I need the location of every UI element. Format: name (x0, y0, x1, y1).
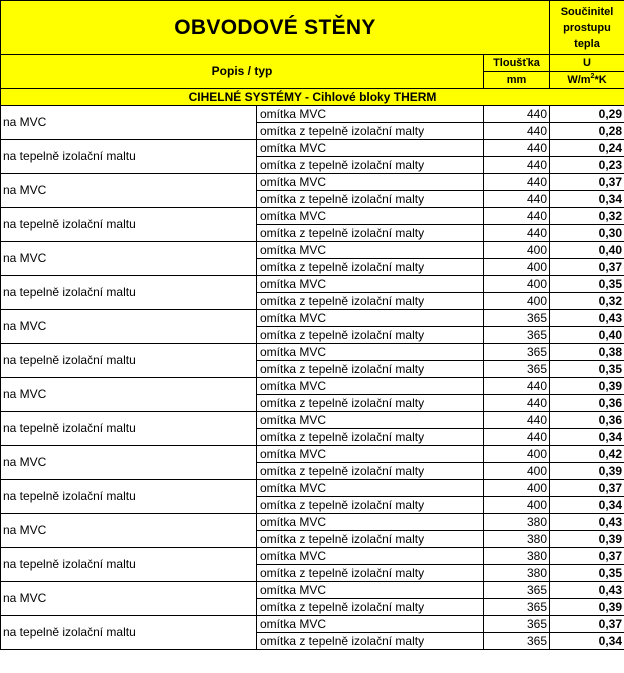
row-u-value: 0,43 (550, 582, 624, 599)
row-description: omítka z tepelně izolační malty (257, 463, 484, 480)
row-thickness: 380 (484, 565, 550, 582)
group-label: na tepelně izolační maltu (1, 140, 257, 174)
row-description: omítka MVC (257, 446, 484, 463)
section-title: CIHELNÉ SYSTÉMY - Cihlové bloky THERM (1, 89, 624, 106)
description-header: Popis / typ (1, 55, 484, 89)
row-thickness: 400 (484, 293, 550, 310)
row-description: omítka MVC (257, 174, 484, 191)
group-label: na MVC (1, 446, 257, 480)
coefficient-header (550, 1, 624, 55)
row-thickness: 440 (484, 378, 550, 395)
row-description: omítka MVC (257, 514, 484, 531)
row-thickness: 400 (484, 463, 550, 480)
row-description: omítka MVC (257, 208, 484, 225)
coefficient-header-line3: tepla (574, 37, 600, 50)
group-label: na tepelně izolační maltu (1, 208, 257, 242)
group-label: na tepelně izolační maltu (1, 412, 257, 446)
group-label: na tepelně izolační maltu (1, 616, 257, 650)
group-label: na MVC (1, 174, 257, 208)
row-description: omítka MVC (257, 276, 484, 293)
group-label: na tepelně izolační maltu (1, 480, 257, 514)
row-description: omítka z tepelně izolační malty (257, 395, 484, 412)
row-u-value: 0,37 (550, 259, 624, 276)
table-row (1, 174, 624, 191)
row-u-value: 0,23 (550, 157, 624, 174)
row-thickness: 440 (484, 140, 550, 157)
row-description: omítka z tepelně izolační malty (257, 599, 484, 616)
row-thickness: 365 (484, 310, 550, 327)
group-label: na tepelně izolační maltu (1, 548, 257, 582)
row-description: omítka MVC (257, 310, 484, 327)
row-description: omítka z tepelně izolační malty (257, 123, 484, 140)
row-description: omítka z tepelně izolační malty (257, 429, 484, 446)
row-u-value: 0,24 (550, 140, 624, 157)
row-description: omítka z tepelně izolační malty (257, 633, 484, 650)
row-u-value: 0,40 (550, 327, 624, 344)
row-thickness: 365 (484, 616, 550, 633)
row-thickness: 400 (484, 446, 550, 463)
row-u-value: 0,35 (550, 565, 624, 582)
row-u-value: 0,42 (550, 446, 624, 463)
row-u-value: 0,35 (550, 276, 624, 293)
row-thickness: 440 (484, 123, 550, 140)
row-thickness: 440 (484, 225, 550, 242)
table-row (1, 106, 624, 123)
table-row (1, 480, 624, 497)
row-u-value: 0,40 (550, 242, 624, 259)
row-u-value: 0,35 (550, 361, 624, 378)
u-unit-prefix: W/m (567, 73, 591, 86)
row-description: omítka z tepelně izolační malty (257, 259, 484, 276)
row-u-value: 0,39 (550, 463, 624, 480)
table-row (1, 616, 624, 633)
row-description: omítka z tepelně izolační malty (257, 327, 484, 344)
row-description: omítka MVC (257, 412, 484, 429)
row-description: omítka z tepelně izolační malty (257, 157, 484, 174)
table-row (1, 140, 624, 157)
row-description: omítka MVC (257, 378, 484, 395)
table-row (1, 310, 624, 327)
table-row (1, 378, 624, 395)
row-description: omítka z tepelně izolační malty (257, 361, 484, 378)
table-row (1, 446, 624, 463)
row-description: omítka z tepelně izolační malty (257, 565, 484, 582)
row-u-value: 0,34 (550, 191, 624, 208)
row-thickness: 380 (484, 514, 550, 531)
row-thickness: 380 (484, 531, 550, 548)
coefficient-header-line2: prostupu (563, 21, 611, 34)
row-thickness: 400 (484, 259, 550, 276)
row-thickness: 380 (484, 548, 550, 565)
row-thickness: 440 (484, 412, 550, 429)
row-u-value: 0,36 (550, 412, 624, 429)
row-u-value: 0,37 (550, 616, 624, 633)
row-thickness: 440 (484, 191, 550, 208)
row-thickness: 365 (484, 582, 550, 599)
thickness-header: Tloušťka (484, 55, 550, 72)
row-thickness: 400 (484, 480, 550, 497)
group-label: na MVC (1, 582, 257, 616)
table-row (1, 208, 624, 225)
row-u-value: 0,39 (550, 378, 624, 395)
row-u-value: 0,43 (550, 514, 624, 531)
row-description: omítka z tepelně izolační malty (257, 531, 484, 548)
row-description: omítka z tepelně izolační malty (257, 191, 484, 208)
group-label: na MVC (1, 106, 257, 140)
row-description: omítka z tepelně izolační malty (257, 225, 484, 242)
row-thickness: 365 (484, 633, 550, 650)
row-thickness: 440 (484, 106, 550, 123)
row-description: omítka MVC (257, 480, 484, 497)
row-description: omítka MVC (257, 140, 484, 157)
group-label: na MVC (1, 378, 257, 412)
row-description: omítka MVC (257, 548, 484, 565)
row-u-value: 0,34 (550, 633, 624, 650)
row-u-value: 0,39 (550, 531, 624, 548)
table-row (1, 582, 624, 599)
row-u-value: 0,34 (550, 497, 624, 514)
row-u-value: 0,36 (550, 395, 624, 412)
row-u-value: 0,38 (550, 344, 624, 361)
row-u-value: 0,30 (550, 225, 624, 242)
table-row (1, 412, 624, 429)
row-u-value: 0,37 (550, 548, 624, 565)
table-row (1, 276, 624, 293)
row-thickness: 440 (484, 395, 550, 412)
u-unit-suffix: *K (594, 73, 607, 86)
row-u-value: 0,43 (550, 310, 624, 327)
group-label: na MVC (1, 310, 257, 344)
row-description: omítka z tepelně izolační malty (257, 497, 484, 514)
row-thickness: 440 (484, 208, 550, 225)
row-u-value: 0,39 (550, 599, 624, 616)
row-description: omítka MVC (257, 106, 484, 123)
row-thickness: 400 (484, 497, 550, 514)
row-description: omítka MVC (257, 344, 484, 361)
row-u-value: 0,32 (550, 293, 624, 310)
coefficient-header-line1: Součinitel (560, 5, 614, 18)
row-u-value: 0,32 (550, 208, 624, 225)
row-u-value: 0,28 (550, 123, 624, 140)
page-title: OBVODOVÉ STĚNY (1, 1, 550, 55)
row-thickness: 440 (484, 174, 550, 191)
row-description: omítka MVC (257, 582, 484, 599)
u-unit (550, 72, 624, 89)
row-thickness: 400 (484, 276, 550, 293)
u-unit-sup: 2 (590, 72, 595, 80)
row-thickness: 365 (484, 327, 550, 344)
row-thickness: 440 (484, 157, 550, 174)
row-u-value: 0,37 (550, 174, 624, 191)
group-label: na tepelně izolační maltu (1, 276, 257, 310)
row-u-value: 0,37 (550, 480, 624, 497)
table-row (1, 242, 624, 259)
row-thickness: 365 (484, 361, 550, 378)
u-header: U (550, 55, 624, 72)
group-label: na MVC (1, 242, 257, 276)
row-description: omítka MVC (257, 242, 484, 259)
group-label: na MVC (1, 514, 257, 548)
row-u-value: 0,29 (550, 106, 624, 123)
row-thickness: 440 (484, 429, 550, 446)
row-description: omítka MVC (257, 616, 484, 633)
row-thickness: 365 (484, 344, 550, 361)
thickness-unit: mm (484, 72, 550, 89)
table-row (1, 548, 624, 565)
row-thickness: 400 (484, 242, 550, 259)
row-u-value: 0,34 (550, 429, 624, 446)
table-row (1, 514, 624, 531)
row-description: omítka z tepelně izolační malty (257, 293, 484, 310)
row-thickness: 365 (484, 599, 550, 616)
group-label: na tepelně izolační maltu (1, 344, 257, 378)
table-row (1, 344, 624, 361)
